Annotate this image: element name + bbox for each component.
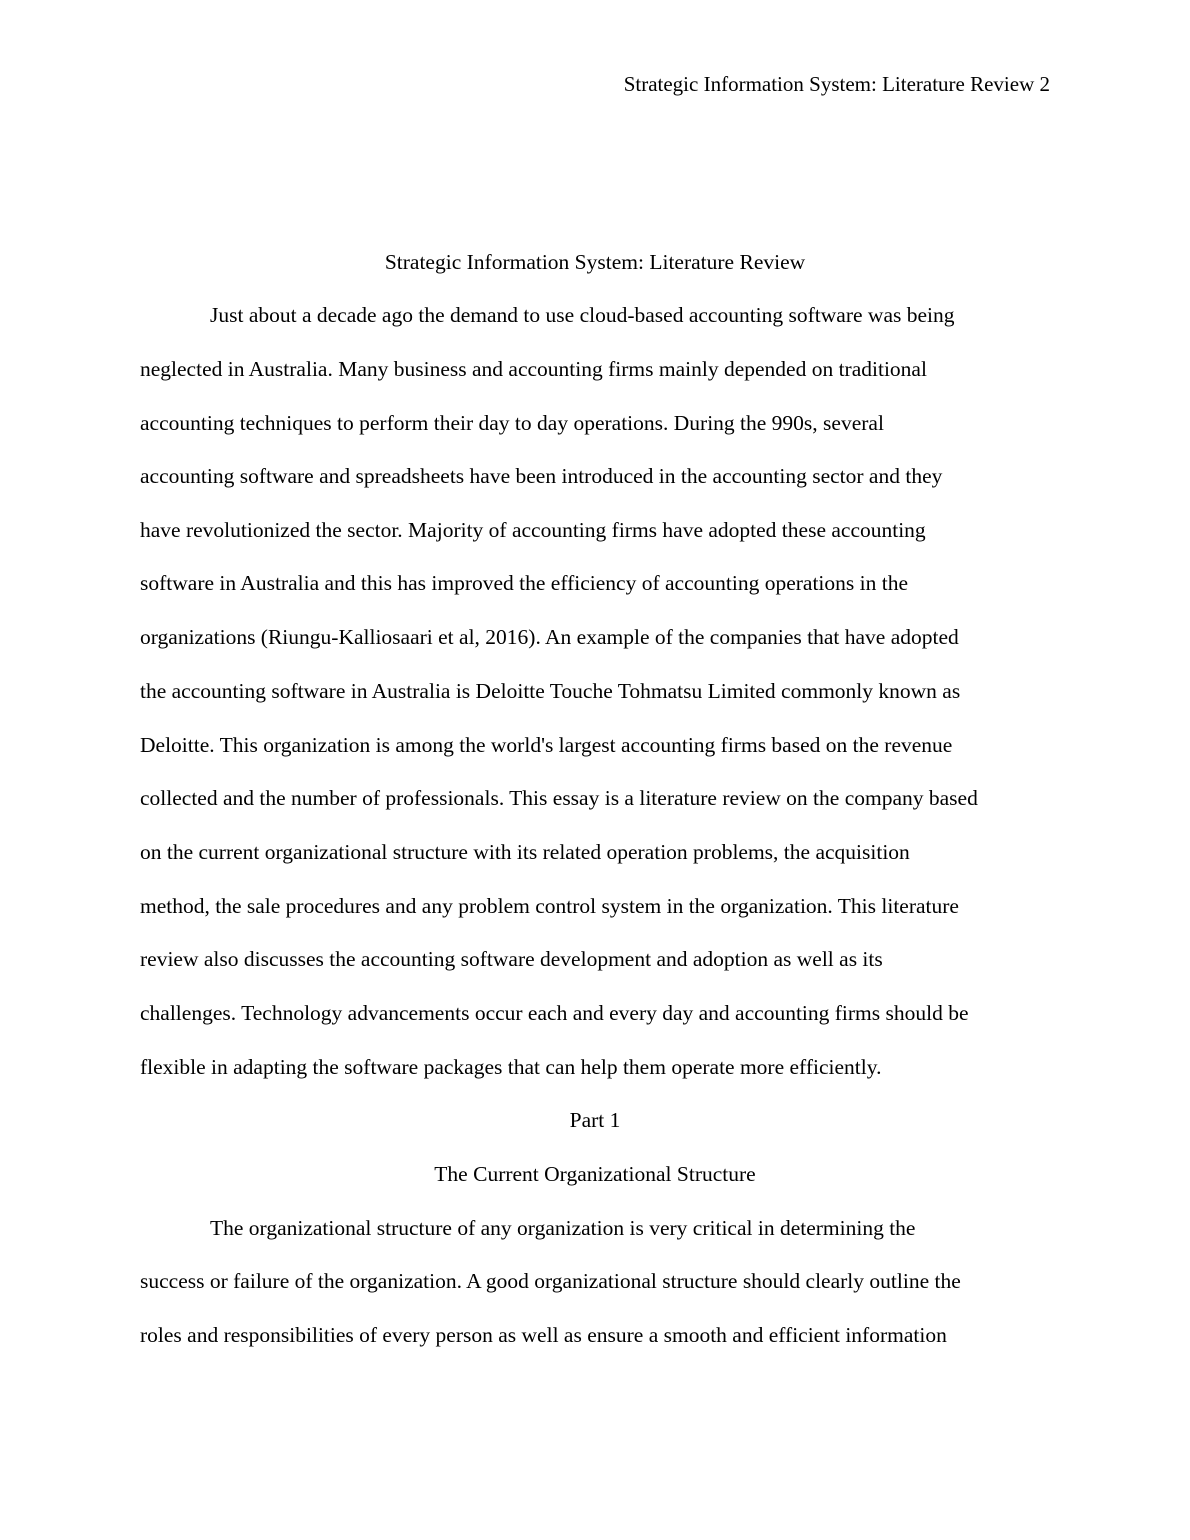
paragraph-line: accounting techniques to perform their day to day operations. During the 990s, several [140, 411, 884, 435]
paragraph-line: have revolutionized the sector. Majority of accounting firms have adopted these accounting [140, 518, 926, 542]
part-heading: Part 1 [569, 1108, 621, 1132]
running-head: Strategic Information System: Literature Review 2 [623, 72, 1050, 96]
paragraph-line: collected and the number of professionals. This essay is a literature review on the company based [140, 786, 978, 810]
paragraph-line: success or failure of the organization. A good organizational structure should clearly outline the [140, 1269, 961, 1293]
paragraph-line: flexible in adapting the software packages that can help them operate more efficiently. [140, 1055, 882, 1079]
paragraph-line: the accounting software in Australia is Deloitte Touche Tohmatsu Limited commonly known as [140, 679, 961, 703]
paragraph-line: The organizational structure of any organization is very critical in determining the [210, 1216, 916, 1240]
paragraph-line: neglected in Australia. Many business and accounting firms mainly depended on traditional [140, 357, 927, 381]
paragraph-line: software in Australia and this has improved the efficiency of accounting operations in the [140, 571, 909, 595]
document-title: Strategic Information System: Literature Review [384, 250, 806, 274]
paragraph-line: review also discusses the accounting software development and adoption as well as its [140, 947, 883, 971]
paragraph-line: Deloitte. This organization is among the world's largest accounting firms based on the revenue [140, 733, 953, 757]
section-heading: The Current Organizational Structure [434, 1162, 756, 1186]
paragraph-line: challenges. Technology advancements occur each and every day and accounting firms should be [140, 1001, 969, 1025]
paragraph-line: accounting software and spreadsheets have been introduced in the accounting sector and they [140, 464, 943, 488]
paragraph-line: roles and responsibilities of every person as well as ensure a smooth and efficient information [140, 1323, 947, 1347]
paragraph-line: Just about a decade ago the demand to use cloud-based accounting software was being [210, 303, 955, 327]
paragraph-line: on the current organizational structure with its related operation problems, the acquisition [140, 840, 910, 864]
paragraph-line: method, the sale procedures and any problem control system in the organization. This literature [140, 894, 959, 918]
paragraph-line: organizations (Riungu-Kalliosaari et al, 2016). An example of the companies that have adopted [140, 625, 959, 649]
